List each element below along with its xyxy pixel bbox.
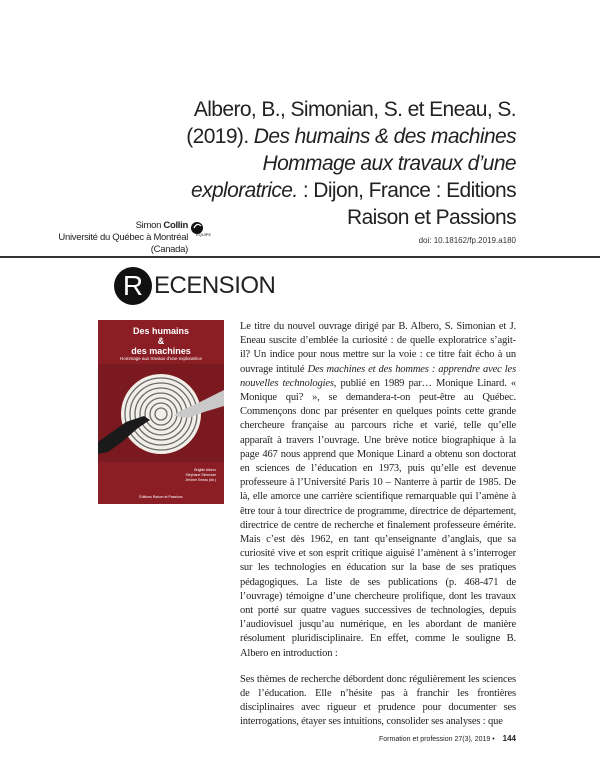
logo-label: ÉQUIPE	[196, 232, 212, 237]
cover-subtitle: Hommage aux travaux d’une exploratrice	[119, 356, 203, 361]
cited-book-title: Des machines et des hommes : apprendre avec les nouvelles technologies	[240, 363, 517, 389]
section-title: ECENSION	[154, 272, 276, 299]
author-last-name: Collin	[163, 220, 188, 231]
footer-bullet: •	[492, 736, 495, 743]
citation-authors-year: Albero, B., Simonian, S. et Eneau, S. (2019).	[186, 98, 516, 148]
doi-link[interactable]: doi: 10.18162/fp.2019.a180	[418, 236, 516, 245]
book-cover-image	[98, 320, 224, 504]
equipe-logo-icon	[190, 220, 212, 238]
cover-publisher: Éditions Raison et Passions	[139, 495, 183, 499]
cover-title: Des humains & des machines	[131, 326, 191, 356]
page-footer	[379, 734, 516, 743]
paragraph-2: Ses thèmes de recherche débordent donc régulièrement les sciences de l’éducation. Elle n’hésite pas à franchir les frontières disciplinaires avec rigueur et prudence pour documenter ses interrogations, étayer ses intuitions, consolider ses analyses : que	[240, 673, 516, 728]
section-heading	[114, 266, 275, 306]
author-affiliation: Université du Québec à Montréal (Canada)	[58, 232, 188, 255]
journal-reference: Formation et profession 27(3), 2019	[378, 736, 491, 743]
author-first-name: Simon	[135, 220, 162, 231]
citation-publisher: : Dijon, France : Editions Raison et Passions	[297, 179, 516, 229]
paragraph-1: Le titre du nouvel ouvrage dirigé par B. Albero, S. Simonian et J. Eneau suscite d’emblée la curiosité : de quelle exploratrice s’agit-il? Un indice pour nous mettre sur la voie : ce titre fait écho à un ouvrage intitulé Des machines et des hommes : apprendre avec les nouvelles technologies, publié en 1989 par… Monique Linard. « Monique qui? », se demandera-t-on peut-être au Québec. Commençons donc par présenter en quelques points cette grande chercheure française au parcours riche et varié, telle qu’elle apparaît à travers l’ouvrage. Une brève notice biographique à la page 467 nous apprend que Monique Linard a obtenu son doctorat en sciences de l’éducation en 1973, puis qu’elle est devenue professeure à l’Université Paris 10 – Nanterre à partir de 1985. De là, elle amorce une carrière scientifique remarquable qui l’amène à être tour à tour directrice de programme, directrice de département, directrice de centre de recherche et finalement professeure émérite. Mais c’est dès 1962, en tant qu’enseignante d’anglais, que sa curiosité vive et son esprit critique aiguisé l’amènent à s’interroger sur les technologies en éducation sur la base de ses pratiques pédagogiques. La liste de ses publications (p. 468-471 de l’ouvrage) témoigne d’une chercheure prolifique, dont les travaux ont porté sur quatre vagues successives de technologies, depuis l’audiovisuel jusqu’au numérique, en les abordant de manière résolument pluridisciplinaire. En effet, comme le souligne B. Albero en introduction :	[240, 321, 517, 659]
header-divider	[0, 256, 600, 258]
review-author	[20, 220, 188, 256]
review-body	[240, 320, 516, 730]
section-initial: R	[114, 267, 152, 305]
cover-authors: Brigitte Albero Stéphane Simonian Jérôme Eneau (dir.)	[185, 468, 216, 482]
page-number: 144	[502, 734, 516, 743]
book-citation	[186, 96, 516, 231]
citation-book-title: Des humains & des machines Hommage aux travaux d’une exploratrice.	[191, 125, 516, 202]
